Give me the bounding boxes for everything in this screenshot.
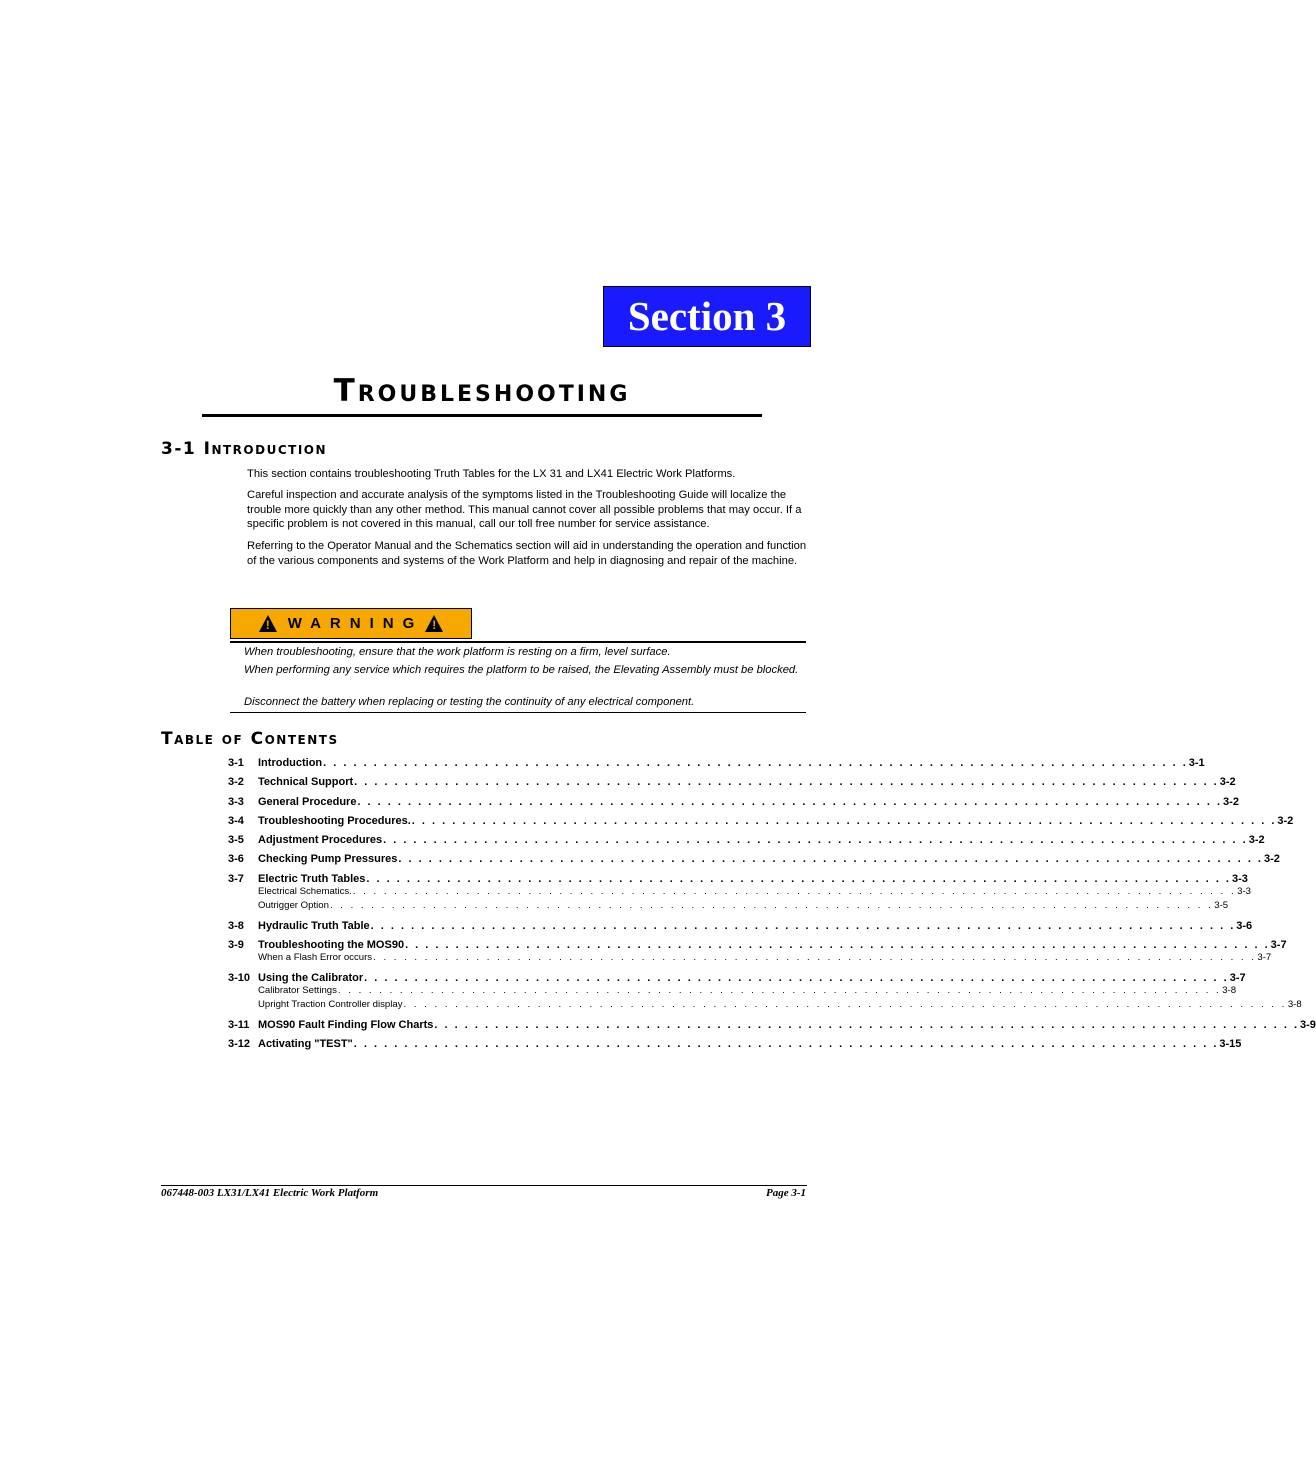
section-badge: Section 3 — [603, 286, 811, 347]
toc-leader-dots: . . . . . . . . . . . . . . . . . . . . . . . . . . . . . . . . . . . . . . . . . . . . . . . . . . . . . . . . . . . . . . . . . . . . . . . . . . . . . . . . . . . . . . — [370, 919, 1236, 932]
toc-entry-label: General Procedure — [258, 795, 357, 808]
toc-entry[interactable] — [228, 775, 1236, 794]
toc-entry-number: 3-9 — [228, 939, 244, 952]
toc-entry[interactable] — [228, 971, 1246, 985]
toc-leader-dots: . . . . . . . . . . . . . . . . . . . . . . . . . . . . . . . . . . . . . . . . . . . . . . . . . . . . . . . . . . . . . . . . . . . . . . . . . . . . . . . . . . . . . . — [366, 872, 1231, 885]
toc-entry-label: Introduction — [258, 757, 323, 769]
chapter-title: Troubleshooting — [333, 373, 631, 409]
toc-entry[interactable] — [228, 795, 1239, 814]
toc-leader-dots: . . . . . . . . . . . . . . . . . . . . . . . . . . . . . . . . . . . . . . . . . . . . . . . . . . . . . . . . . . . . . . . . . . . . . . . . . . . . . . . . . . . . . . — [383, 834, 1248, 847]
chapter-rule — [202, 414, 762, 417]
toc-subentry[interactable] — [228, 952, 1272, 966]
intro-paragraph-1: This section contains troubleshooting Truth Tables for the LX 31 and LX41 Electric Work Platforms. — [247, 468, 736, 480]
toc-entry-label: Troubleshooting Procedures. — [258, 814, 411, 827]
toc-entry-number: 3-7 — [228, 872, 244, 885]
toc-entry-page: 3-2 — [1223, 795, 1239, 808]
toc-entry-number: 3-12 — [228, 1038, 251, 1051]
toc-subentry-label: Calibrator Settings — [258, 985, 337, 997]
toc-entry[interactable] — [228, 814, 1294, 833]
toc-entry-label: MOS90 Fault Finding Flow Charts — [258, 1019, 434, 1032]
warning-rule-bottom — [230, 712, 806, 713]
toc-entry[interactable] — [228, 833, 1265, 852]
toc-entry[interactable] — [228, 756, 1205, 775]
toc-entry-label: Electric Truth Tables — [258, 872, 366, 885]
toc-entry[interactable] — [228, 852, 1280, 871]
warning-line-2: When performing any service which requires the platform to be raised, the Elevating Assembly must be blocked. — [244, 664, 799, 676]
toc-entry-page: 3-3 — [1232, 872, 1248, 885]
toc-entry[interactable] — [228, 1018, 1316, 1037]
toc-leader-dots: . . . . . . . . . . . . . . . . . . . . . . . . . . . . . . . . . . . . . . . . . . . . . . . . . . . . . . . . . . . . . . . . . . . . . . . . . . . . . . . . . . . . . . — [323, 757, 1188, 769]
warning-rule-top — [230, 641, 806, 643]
toc-leader-dots: . . . . . . . . . . . . . . . . . . . . . . . . . . . . . . . . . . . . . . . . . . . . . . . . . . . . . . . . . . . . . . . . . . . . . . . . . . . . . . . . . . . . . . — [329, 899, 1214, 911]
toc-entry-label: Activating "TEST" — [258, 1038, 353, 1051]
warning-badge — [230, 608, 472, 639]
toc-entry-page: 3-2 — [1248, 834, 1265, 847]
toc-leader-dots: . . . . . . . . . . . . . . . . . . . . . . . . . . . . . . . . . . . . . . . . . . . . . . . . . . . . . . . . . . . . . . . . . . . . . . . . . . . . . . . . . . . . . . — [373, 952, 1257, 964]
toc-entry-number: 3-4 — [228, 814, 244, 827]
toc-entry-page: 3-1 — [1188, 757, 1205, 769]
toc-entry-page: 3-7 — [1229, 972, 1246, 985]
warning-line-3: Disconnect the battery when replacing or testing the continuity of any electrical component. — [244, 696, 695, 708]
toc-entry-page: 3-6 — [1236, 919, 1253, 932]
toc-entry-label: Technical Support — [258, 776, 354, 789]
toc-entry-page: 3-15 — [1219, 1038, 1242, 1051]
toc-subentry[interactable] — [228, 999, 1302, 1013]
toc-entry-label: Troubleshooting the MOS90 — [258, 939, 405, 952]
toc-entry[interactable] — [228, 872, 1248, 886]
toc-entry-page: 3-2 — [1264, 853, 1280, 866]
toc-subentry[interactable] — [228, 899, 1229, 914]
toc-leader-dots: . . . . . . . . . . . . . . . . . . . . . . . . . . . . . . . . . . . . . . . . . . . . . . . . . . . . . . . . . . . . . . . . . . . . . . . . . . . . . . . . . . . . . . — [357, 795, 1223, 808]
toc-leader-dots: . . . . . . . . . . . . . . . . . . . . . . . . . . . . . . . . . . . . . . . . . . . . . . . . . . . . . . . . . . . . . . . . . . . . . . . . . . . . . . . . . . . . . . — [353, 1038, 1219, 1051]
toc-leader-dots: . . . . . . . . . . . . . . . . . . . . . . . . . . . . . . . . . . . . . . . . . . . . . . . . . . . . . . . . . . . . . . . . . . . . . . . . . . . . . . . . . . . . . . — [434, 1019, 1300, 1032]
intro-heading: 3-1 Introduction — [161, 439, 328, 459]
toc-subentry-page: 3-8 — [1287, 999, 1302, 1011]
warning-triangle-icon: ! — [425, 615, 443, 632]
toc-leader-dots: . . . . . . . . . . . . . . . . . . . . . . . . . . . . . . . . . . . . . . . . . . . . . . . . . . . . . . . . . . . . . . . . . . . . . . . . . . . . . . . . . . . . . . — [403, 999, 1287, 1011]
toc-entry-label: Using the Calibrator — [258, 972, 364, 985]
toc-entry-label: Hydraulic Truth Table — [258, 919, 370, 932]
toc-leader-dots: . . . . . . . . . . . . . . . . . . . . . . . . . . . . . . . . . . . . . . . . . . . . . . . . . . . . . . . . . . . . . . . . . . . . . . . . . . . . . . . . . . . . . . — [337, 985, 1222, 997]
footer-rule — [161, 1185, 807, 1186]
intro-paragraph-3: Referring to the Operator Manual and the Schematics section will aid in understanding the operation and function of the various components and systems of the Work Platform and help in diagnosing and repair of the machine. — [247, 540, 807, 567]
toc-entry-label: Checking Pump Pressures — [258, 853, 398, 866]
toc-leader-dots: . . . . . . . . . . . . . . . . . . . . . . . . . . . . . . . . . . . . . . . . . . . . . . . . . . . . . . . . . . . . . . . . . . . . . . . . . . . . . . . . . . . . . . — [352, 885, 1237, 897]
toc-entry-page: 3-2 — [1219, 776, 1236, 789]
toc-leader-dots: . . . . . . . . . . . . . . . . . . . . . . . . . . . . . . . . . . . . . . . . . . . . . . . . . . . . . . . . . . . . . . . . . . . . . . . . . . . . . . . . . . . . . . — [398, 853, 1263, 866]
toc-subentry-page: 3-7 — [1257, 952, 1272, 964]
toc-entry[interactable] — [228, 938, 1287, 952]
warning-label: WARNING — [287, 615, 424, 632]
toc-entry-number: 3-1 — [228, 757, 244, 769]
toc-entry-number: 3-6 — [228, 853, 244, 866]
toc-subentry-page: 3-3 — [1237, 885, 1252, 897]
toc-entry-page: 3-7 — [1270, 939, 1287, 952]
toc-subentry-label: Outrigger Option — [258, 899, 329, 911]
toc-subentry-label: Upright Traction Controller display — [258, 999, 403, 1011]
toc-heading: Table of Contents — [161, 729, 339, 749]
toc-leader-dots: . . . . . . . . . . . . . . . . . . . . . . . . . . . . . . . . . . . . . . . . . . . . . . . . . . . . . . . . . . . . . . . . . . . . . . . . . . . . . . . . . . . . . . — [411, 814, 1277, 827]
toc-entry-number: 3-3 — [228, 795, 244, 808]
toc-entry-number: 3-11 — [228, 1019, 250, 1032]
toc-entry-label: Adjustment Procedures — [258, 834, 383, 847]
toc-leader-dots: . . . . . . . . . . . . . . . . . . . . . . . . . . . . . . . . . . . . . . . . . . . . . . . . . . . . . . . . . . . . . . . . . . . . . . . . . . . . . . . . . . . . . . — [354, 776, 1219, 789]
footer-page-number: Page 3-1 — [765, 1187, 806, 1199]
toc-leader-dots: . . . . . . . . . . . . . . . . . . . . . . . . . . . . . . . . . . . . . . . . . . . . . . . . . . . . . . . . . . . . . . . . . . . . . . . . . . . . . . . . . . . . . . — [405, 939, 1270, 952]
toc-entry-page: 3-9 — [1300, 1019, 1316, 1032]
toc-subentry-page: 3-5 — [1214, 899, 1229, 911]
toc-subentry[interactable] — [228, 985, 1237, 999]
toc-subentry-label: Electrical Schematics. — [258, 885, 352, 897]
warning-triangle-icon: ! — [259, 615, 277, 632]
toc-leader-dots: . . . . . . . . . . . . . . . . . . . . . . . . . . . . . . . . . . . . . . . . . . . . . . . . . . . . . . . . . . . . . . . . . . . . . . . . . . . . . . . . . . . . . . — [364, 972, 1229, 985]
toc-entry[interactable] — [228, 1037, 1242, 1056]
intro-paragraph-2: Careful inspection and accurate analysis of the symptoms listed in the Troubleshooting Guide will localize the trouble more quickly than any other method. This manual cannot cover all possible problems that may occur. If a specific problem is not covered in this manual, call our toll free number for service assistance. — [247, 489, 802, 531]
toc-subentry[interactable] — [228, 885, 1252, 900]
toc-subentry-page: 3-8 — [1222, 985, 1237, 997]
toc-list — [228, 756, 1316, 1057]
toc-subentry-label: When a Flash Error occurs — [258, 952, 373, 964]
toc-entry-number: 3-8 — [228, 919, 244, 932]
toc-entry[interactable] — [228, 919, 1253, 938]
toc-entry-number: 3-2 — [228, 776, 244, 789]
warning-line-1: When troubleshooting, ensure that the work platform is resting on a firm, level surface. — [244, 646, 671, 658]
toc-entry-number: 3-10 — [228, 972, 251, 985]
footer-document-title: 067448-003 LX31/LX41 Electric Work Platform — [161, 1187, 379, 1199]
toc-entry-page: 3-2 — [1277, 814, 1294, 827]
toc-entry-number: 3-5 — [228, 834, 244, 847]
